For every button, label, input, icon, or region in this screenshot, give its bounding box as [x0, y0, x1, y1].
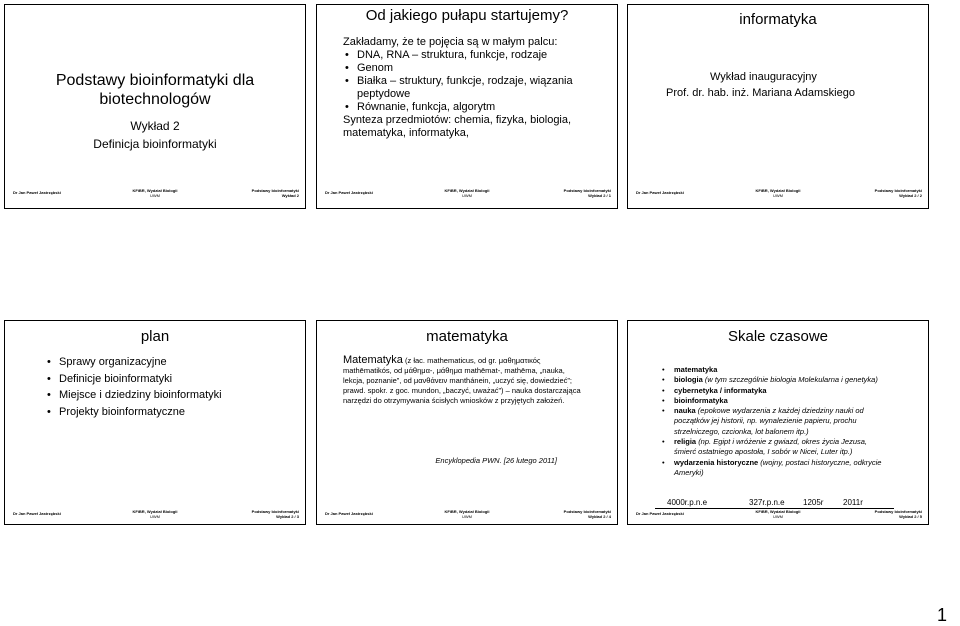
list-item: • wydarzenia historyczne (wojny, postaci historyczne, odkrycie Ameryki) — [660, 458, 895, 479]
list-item: • bioinformatyka — [660, 396, 895, 406]
footer-uni: UWM — [149, 193, 160, 198]
footer-author: Dr Jan Paweł Jastrzębski — [636, 511, 684, 516]
list-item: • Genom — [343, 62, 593, 75]
footer-lecture: Wykład 2 / 3 — [276, 514, 299, 519]
slide-4 — [4, 320, 306, 525]
slide-5-definition: mathēmatikós, od μάθημα-, μάθημα mathēmat-, mathēma, „nauka, lekcja, poznanie”, od μανθάνειν manthánein, „uczyć się, dowiedzieć”; prawd. spokr. z goc. mundon, „baczyć, uważać”) – nauka dostarczająca narzędzi do otrzymywania ścisłych wniosków z przyjętych założeń. — [343, 366, 581, 405]
timeline-axis — [655, 508, 894, 509]
slide-6 — [627, 320, 929, 525]
footer-dept: KFiBR, Wydział Biologii — [755, 509, 801, 514]
slide-2 — [316, 4, 618, 209]
slide-6-footer — [628, 509, 928, 521]
slide-1 — [4, 4, 306, 209]
footer-course: Podstawy bioinformatyki — [563, 509, 611, 514]
timeline-label: 2011r — [843, 498, 863, 507]
slide-5-lead: Matematyka — [343, 354, 403, 366]
footer-author: Dr Jan Paweł Jastrzębski — [636, 190, 684, 195]
list-item: • Projekty bioinformatyczne — [45, 404, 295, 421]
slide-2-outro: Synteza przedmiotów: chemia, fizyka, biologia, matematyka, informatyka, — [343, 114, 572, 139]
slide-5-title: matematyka — [426, 328, 508, 345]
list-item: • Miejsce i dziedziny bioinformatyki — [45, 387, 295, 404]
slide-3-title: informatyka — [739, 11, 817, 28]
slide-3-line1: Wykład inauguracyjny — [710, 71, 817, 83]
list-item: • Definicje bioinformatyki — [45, 371, 295, 388]
footer-lecture: Wykład 2 — [281, 193, 299, 198]
footer-dept: KFiBR, Wydział Biologii — [132, 188, 178, 193]
slide-1-title: Podstawy bioinformatyki dla biotechnologów — [55, 72, 255, 108]
footer-course: Podstawy bioinformatyki — [563, 188, 611, 193]
footer-uni: UWM — [772, 193, 783, 198]
footer-course: Podstawy bioinformatyki — [874, 188, 922, 193]
slide-2-footer — [317, 188, 617, 200]
footer-lecture: Wykład 2 / 4 — [588, 514, 611, 519]
footer-course: Podstawy bioinformatyki — [251, 188, 299, 193]
footer-uni: UWM — [772, 514, 783, 519]
footer-author: Dr Jan Paweł Jastrzębski — [13, 190, 61, 195]
timeline-label: 327r.p.n.e — [749, 498, 785, 507]
footer-author: Dr Jan Paweł Jastrzębski — [325, 190, 373, 195]
slide-3 — [627, 4, 929, 209]
list-item: • nauka (epokowe wydarzenia z każdej dziedziny nauki od początków jej historii, np. wynalezienie papieru, prochu strzelniczego, czcionka, lot balonem itp.) — [660, 406, 895, 437]
slide-4-title: plan — [140, 328, 170, 345]
footer-author: Dr Jan Paweł Jastrzębski — [325, 511, 373, 516]
slide-2-intro: Zakładamy, że te pojęcia są w małym palcu: — [343, 36, 558, 48]
slide-6-title: Skale czasowe — [727, 328, 829, 345]
list-item: • religia (np. Egipt i wróżenie z gwiazd, okres życia Jezusa, śmierć ostatniego apostoła, I sobór w Nicei, Luter itp.) — [660, 437, 895, 458]
list-item: • Białka – struktury, funkcje, rodzaje, wiązania peptydowe — [343, 75, 593, 101]
slide-2-body — [343, 36, 593, 140]
footer-dept: KFiBR, Wydział Biologii — [444, 509, 490, 514]
footer-dept: KFiBR, Wydział Biologii — [755, 188, 801, 193]
timeline — [627, 496, 929, 510]
slide-5-lead-small: (z łac. mathematicus, od gr. μαθηματικός — [405, 356, 541, 365]
list-item: • Sprawy organizacyjne — [45, 354, 295, 371]
footer-dept: KFiBR, Wydział Biologii — [444, 188, 490, 193]
slide-1-subtitle: Definicja bioinformatyki — [93, 137, 217, 151]
list-item: • biologia (w tym szczególnie biologia Molekularna i genetyka) — [660, 375, 895, 385]
slide-3-line2: Prof. dr. hab. inż. Mariana Adamskiego — [666, 87, 855, 99]
slide-1-footer — [5, 188, 305, 200]
timeline-label: 4000r.p.n.e — [667, 498, 708, 507]
footer-lecture: Wykład 2 / 2 — [899, 193, 922, 198]
slide-2-title: Od jakiego pułapu startujemy? — [365, 7, 569, 24]
list-item: • cybernetyka / informatyka — [660, 386, 895, 396]
footer-lecture: Wykład 2 / 1 — [588, 193, 611, 198]
timeline-label: 1205r — [803, 498, 824, 507]
slide-5-source: Encyklopedia PWN. [26 lutego 2011] — [435, 456, 557, 465]
footer-author: Dr Jan Paweł Jastrzębski — [13, 511, 61, 516]
slide-3-footer — [628, 188, 928, 200]
slide-1-lecture: Wykład 2 — [130, 119, 180, 133]
list-item: • DNA, RNA – struktura, funkcje, rodzaje — [343, 49, 593, 62]
slide-2-list — [343, 49, 593, 114]
footer-uni: UWM — [149, 514, 160, 519]
slide-5-body — [343, 355, 583, 406]
footer-uni: UWM — [461, 193, 472, 198]
page-number: 1 — [936, 605, 947, 625]
footer-course: Podstawy bioinformatyki — [874, 509, 922, 514]
slide-4-list — [45, 354, 295, 420]
slide-5 — [316, 320, 618, 525]
footer-lecture: Wykład 2 / 5 — [899, 514, 922, 519]
footer-uni: UWM — [461, 514, 472, 519]
slide-5-footer — [317, 509, 617, 521]
slide-4-footer — [5, 509, 305, 521]
list-item: • Równanie, funkcja, algorytm — [343, 101, 593, 114]
list-item: • matematyka — [660, 365, 895, 375]
footer-course: Podstawy bioinformatyki — [251, 509, 299, 514]
slide-6-list — [660, 365, 895, 478]
footer-dept: KFiBR, Wydział Biologii — [132, 509, 178, 514]
